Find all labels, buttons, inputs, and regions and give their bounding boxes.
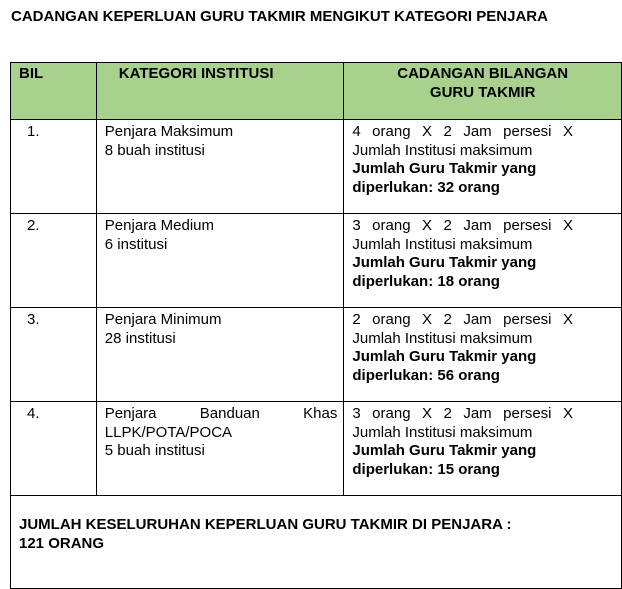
cadangan-cell xyxy=(344,402,622,496)
table-row xyxy=(11,214,622,308)
table-row xyxy=(11,120,622,214)
formula-line: Jumlah Institusi maksimum xyxy=(352,235,533,253)
formula-line: Jumlah Institusi maksimum xyxy=(352,423,533,441)
result-line: Jumlah Guru Takmir yang xyxy=(352,442,537,459)
result-line: diperlukan: 18 orang xyxy=(352,272,500,290)
result-line: Jumlah Guru Takmir yang xyxy=(352,348,537,365)
kategori-line: Penjara Medium xyxy=(104,217,215,234)
formula-line: 3 orang X 2 Jam persesi X xyxy=(352,217,573,234)
kategori-line: Penjara Minimum xyxy=(104,311,222,328)
cadangan-cell xyxy=(344,308,622,402)
kategori-line: LLPK/POTA/POCA xyxy=(104,423,233,441)
formula-line: 2 orang X 2 Jam persesi X xyxy=(352,311,573,328)
row-number: 1. xyxy=(11,120,97,214)
guru-takmir-table xyxy=(10,62,622,589)
result-line: diperlukan: 15 orang xyxy=(352,460,500,478)
kategori-line: 6 institusi xyxy=(104,235,168,253)
page-title: CADANGAN KEPERLUAN GURU TAKMIR MENGIKUT KATEGORI PENJARA xyxy=(11,8,548,25)
cadangan-cell xyxy=(344,214,622,308)
kategori-line: Penjara Banduan Khas xyxy=(104,405,338,422)
table-header-row xyxy=(11,63,622,120)
header-cadangan-line1: CADANGAN BILANGAN xyxy=(397,65,569,82)
result-line: Jumlah Guru Takmir yang xyxy=(352,160,537,177)
row-number: 4. xyxy=(11,402,97,496)
kategori-line: 28 institusi xyxy=(104,329,176,347)
header-cadangan-line2: GURU TAKMIR xyxy=(429,83,536,101)
row-number: 3. xyxy=(11,308,97,402)
kategori-line: Penjara Maksimum xyxy=(104,123,234,140)
cadangan-cell xyxy=(344,120,622,214)
kategori-cell xyxy=(96,120,344,214)
kategori-cell xyxy=(96,214,344,308)
result-line: diperlukan: 32 orang xyxy=(352,178,500,196)
formula-line: Jumlah Institusi maksimum xyxy=(352,329,533,347)
result-line: diperlukan: 56 orang xyxy=(352,366,500,384)
formula-line: Jumlah Institusi maksimum xyxy=(352,141,533,159)
total-row xyxy=(11,496,622,589)
kategori-line: 8 buah institusi xyxy=(104,141,205,159)
header-cadangan xyxy=(344,63,622,120)
kategori-cell xyxy=(96,402,344,496)
total-value: 121 ORANG xyxy=(19,534,105,552)
kategori-cell xyxy=(96,308,344,402)
header-kategori: KATEGORI INSTITUSI xyxy=(96,63,344,120)
total-cell xyxy=(11,496,622,589)
table-row xyxy=(11,402,622,496)
table-row xyxy=(11,308,622,402)
row-number: 2. xyxy=(11,214,97,308)
result-line: Jumlah Guru Takmir yang xyxy=(352,254,537,271)
formula-line: 3 orang X 2 Jam persesi X xyxy=(352,405,573,422)
formula-line: 4 orang X 2 Jam persesi X xyxy=(352,123,573,140)
total-label: JUMLAH KESELURUHAN KEPERLUAN GURU TAKMIR DI PENJARA : xyxy=(19,516,512,533)
header-bil: BIL xyxy=(11,63,97,120)
kategori-line: 5 buah institusi xyxy=(104,442,205,459)
